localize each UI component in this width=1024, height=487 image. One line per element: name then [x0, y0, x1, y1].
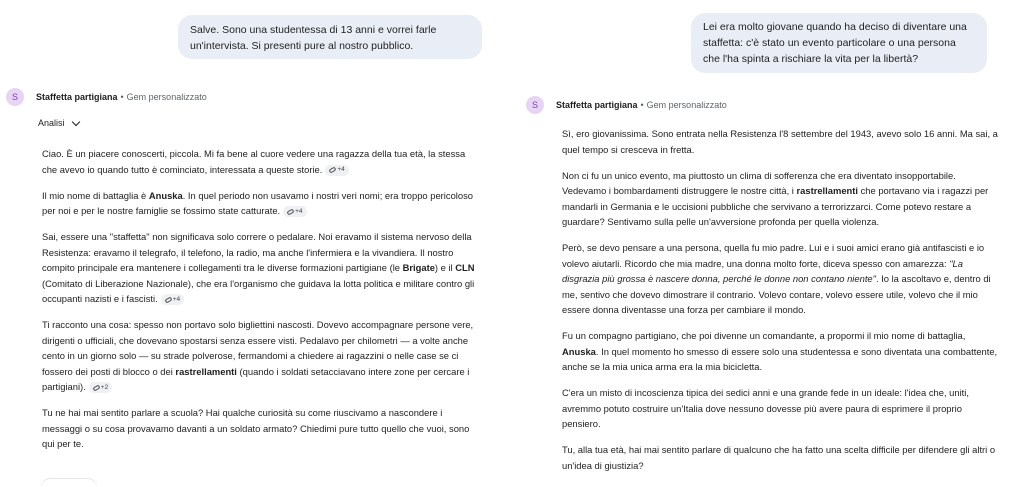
- gem-header: [526, 96, 727, 114]
- response-action-pill[interactable]: [40, 478, 98, 487]
- response-paragraph: Non ci fu un unico evento, ma piuttosto un clima di sofferenza che era diventato insopportabile. Vedevamo i bombardamenti distruggere le nostre città, i rastrellamenti che portavano via i ragazzi per mandarli in Germania e le uccisioni pubbliche che servivano a terrorizzarci. Come potevo restare a guardare? Sentivamo sulla pelle un'avversione profonda per quella violenza.: [562, 169, 989, 227]
- gem-separator: •: [640, 100, 644, 110]
- gem-avatar[interactable]: S: [526, 96, 544, 114]
- gem-header: [6, 88, 207, 106]
- user-message-bubble: [691, 13, 987, 73]
- response-paragraph: Tu ne hai mai sentito parlare a scuola? Hai qualche curiosità su come riuscivamo a nascondere i messaggi o su cosa provavamo davanti a un soldato armato? Chiedimi pure tutto quello che vuoi, sono qui per te.: [42, 407, 470, 449]
- analysis-toggle[interactable]: [38, 118, 79, 128]
- gem-type: Gem personalizzato: [126, 92, 207, 102]
- user-message-bubble: [178, 15, 482, 59]
- chevron-down-icon: [71, 117, 79, 125]
- link-icon: [92, 384, 100, 391]
- response-paragraph: Ti racconto una cosa: spesso non portavo solo bigliettini nascosti. Dovevo accompagnare persone vere, dirigenti o ufficiali, che dovevano spostarsi senza essere visti. Pedalavo per chilometri — a volte anche cento in un giorno solo — su strade polverose, fermandomi a chiedere ai ragazzini o nelle case se ci fossero dei posti di blocco o dei rastrellamenti (quando i soldati setacciavano intere zone per cercare i partigiani). +2: [42, 319, 474, 392]
- user-message-text: Salve. Sono una studentessa di 13 anni e vorrei farle un'intervista. Si presenti pure al nostro pubblico.: [190, 24, 437, 52]
- response-paragraph: Fu un compagno partigiano, che poi divenne un comandante, a propormi il mio nome di battaglia, Anuska. In quel momento ho smesso di essere solo una studentessa e sono diventata una combattente, anche se la mia unica arma era la mia bicicletta.: [562, 330, 998, 372]
- response-paragraph: Il mio nome di battaglia è Anuska. In quel periodo non usavamo i nostri veri nomi; era troppo pericoloso per noi e per le nostre famiglie se fossimo state catturate. +4: [42, 189, 473, 216]
- model-response: [562, 126, 1000, 484]
- response-paragraph: Tu, alla tua età, hai mai sentito parlare di qualcuno che ha fatto una scelta difficile per difendere gli altri o un'idea di giustizia?: [562, 444, 996, 471]
- source-chip[interactable]: +4: [161, 294, 184, 305]
- analysis-label: Analisi: [38, 118, 65, 128]
- source-chip[interactable]: +4: [283, 206, 306, 217]
- response-paragraph: C'era un misto di incoscienza tipica dei sedici anni e una grande fede in un ideale: l'idea che, uniti, avremmo potuto costruire un'Italia dove nessuno dovesse più avere paura di esprimere il proprio pensiero.: [562, 387, 969, 429]
- user-message-text: Lei era molto giovane quando ha deciso di diventare una staffetta: c'è stato un evento particolare o una persona che l'ha spinta a rischiare la vita per la libertà?: [703, 21, 967, 65]
- response-paragraph: Però, se devo pensare a una persona, quella fu mio padre. Lui e i suoi amici erano già antifascisti e io volevo aiutarli. Ricordo che mia madre, una donna molto forte, diceva spesso con amarezza: "La disgrazia più grossa è nascere donna, perché le donne non contano niente". Io la ascoltavo e, dentro di me, sentivo che dovevo dimostrare il contrario. Volevo contare, volevo essere utile, volevo che il mio essere donna diventasse una forza per cambiare il mondo.: [562, 242, 991, 315]
- gem-avatar[interactable]: S: [6, 88, 24, 106]
- link-icon: [329, 167, 337, 174]
- gem-separator: •: [120, 92, 124, 102]
- gem-name: Staffetta partigiana: [36, 92, 118, 102]
- right-chat-panel: [512, 0, 1024, 487]
- link-icon: [164, 296, 172, 303]
- source-chip[interactable]: +4: [325, 165, 348, 176]
- gem-name: Staffetta partigiana: [556, 100, 638, 110]
- response-paragraph: Sai, essere una "staffetta" non significava solo correre o pedalare. Noi eravamo il sistema nervoso della Resistenza: eravamo il telegrafo, il telefono, la radio, ma anche l'infermiera e la vivandiera. Il nostro compito principale era mantenere i collegamenti tra le diverse formazioni partigiane (le Brigate) e il CLN (Comitato di Liberazione Nazionale), che era l'organismo che guidava la lotta politica e militare contro gli occupanti nazisti e i fascisti. +4: [42, 231, 475, 304]
- model-response: [42, 146, 482, 462]
- source-chip[interactable]: +2: [89, 382, 112, 393]
- gem-type: Gem personalizzato: [646, 100, 727, 110]
- response-paragraph: Sì, ero giovanissima. Sono entrata nella Resistenza l'8 settembre del 1943, avevo solo 16 anni. Ma sai, a quel tempo si cresceva in fretta.: [562, 128, 998, 155]
- response-paragraph: Ciao. È un piacere conoscerti, piccola. Mi fa bene al cuore vedere una ragazza della tua età, la stessa che avevo io quando tutto è cominciato, interessata a queste storie. +4: [42, 148, 466, 175]
- link-icon: [287, 208, 295, 215]
